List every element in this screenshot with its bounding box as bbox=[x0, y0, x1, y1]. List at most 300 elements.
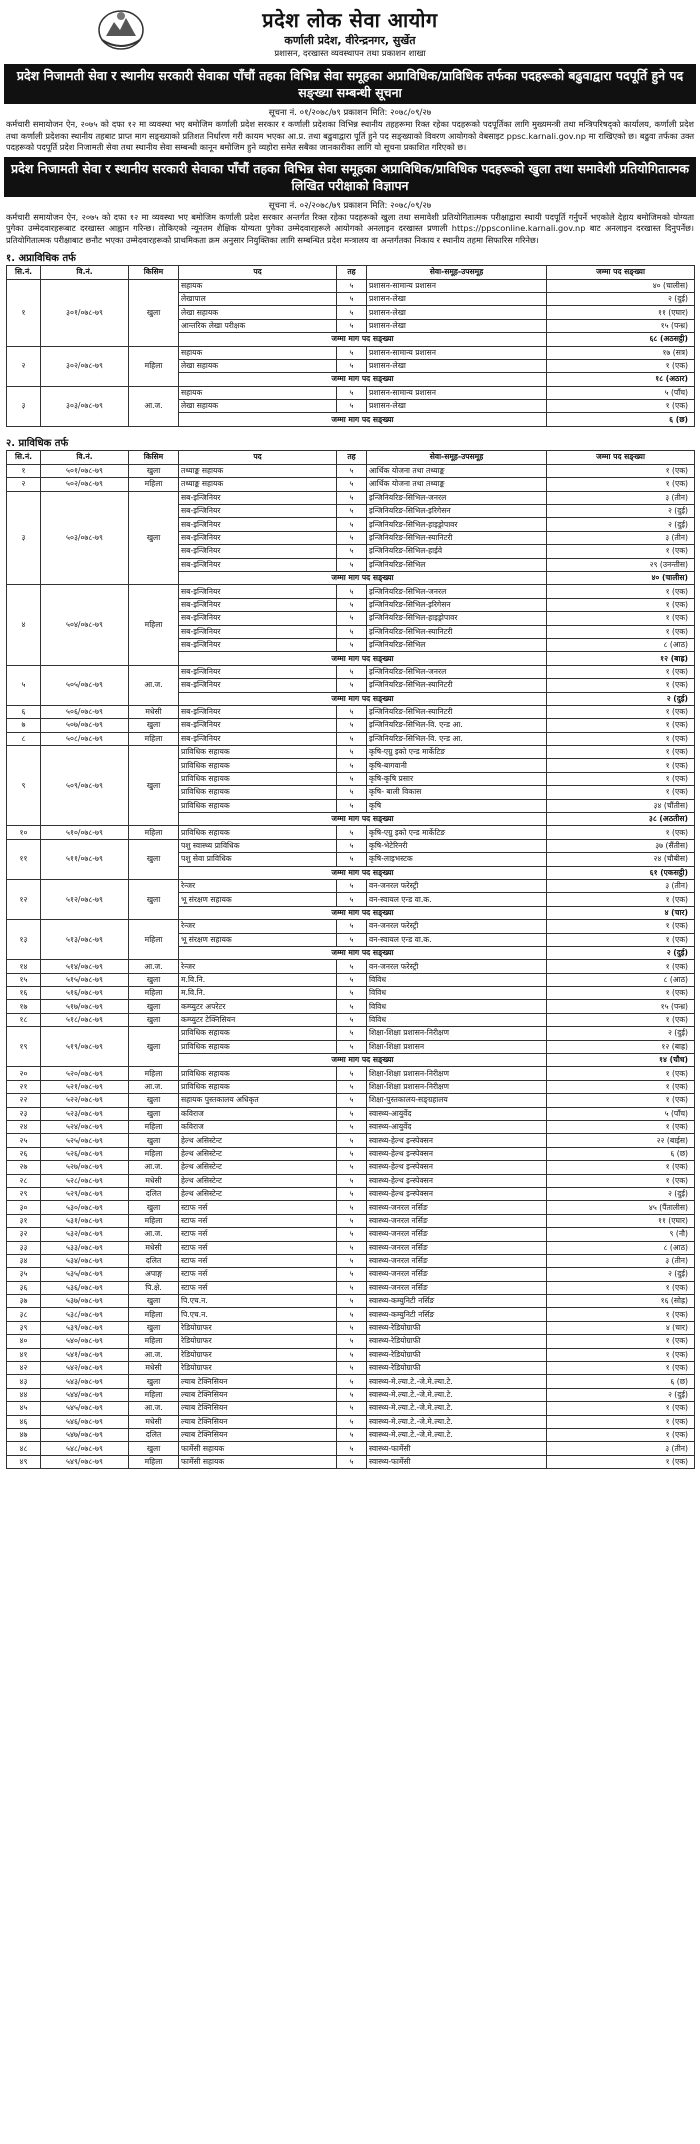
post-count-cell: २९ (उनन्तीस) bbox=[547, 558, 695, 571]
post-cell: रेडियोग्राफर bbox=[179, 1335, 337, 1348]
level-cell: ५ bbox=[337, 1214, 367, 1227]
serial-cell: ४३ bbox=[7, 1375, 41, 1388]
post-cell: प्राविधिक सहायक bbox=[179, 1067, 337, 1080]
post-count-cell: १ (एक) bbox=[547, 987, 695, 1000]
table-row bbox=[7, 464, 695, 477]
category-cell: आ.ज. bbox=[129, 1161, 179, 1174]
level-cell: ५ bbox=[337, 1107, 367, 1120]
level-cell: ५ bbox=[337, 638, 367, 651]
post-cell: रेन्जर bbox=[179, 879, 337, 892]
table-row bbox=[7, 1067, 695, 1080]
level-cell: ५ bbox=[337, 598, 367, 611]
ad-number-cell: ५४०/०७८-७९ bbox=[41, 1335, 129, 1348]
post-cell: रेडियोग्राफर bbox=[179, 1362, 337, 1375]
service-group-cell: विविध bbox=[367, 973, 547, 986]
level-cell: ५ bbox=[337, 1335, 367, 1348]
post-count-cell: ३ (तीन) bbox=[547, 879, 695, 892]
serial-cell: ४४ bbox=[7, 1388, 41, 1401]
serial-cell: ४१ bbox=[7, 1348, 41, 1361]
post-count-cell: ३७ (सैंतीस) bbox=[547, 839, 695, 852]
total-value: १२ (बाह्र) bbox=[547, 652, 695, 665]
post-count-cell: १ (एक) bbox=[547, 1455, 695, 1468]
service-group-cell: इन्जिनियरिङ-सिभिल-हाइड्रोपावर bbox=[367, 612, 547, 625]
notice1-number: सूचना नं. ०१/२०७८/७९ प्रकाशन मिति: २०७८/०९/२७ bbox=[268, 108, 432, 118]
post-count-cell: १ (एक) bbox=[547, 1281, 695, 1294]
serial-cell: १ bbox=[7, 279, 41, 346]
service-group-cell: स्वास्थ्य-हेल्थ इन्स्पेक्सन bbox=[367, 1134, 547, 1147]
post-count-cell: १ (एक) bbox=[547, 1121, 695, 1134]
post-cell: ल्याब टेक्निसियन bbox=[179, 1428, 337, 1441]
post-count-cell: १ (एक) bbox=[547, 585, 695, 598]
level-cell: ५ bbox=[337, 719, 367, 732]
level-cell: ५ bbox=[337, 279, 367, 292]
level-cell: ५ bbox=[337, 625, 367, 638]
category-cell: खुला bbox=[129, 746, 179, 826]
table-row bbox=[7, 1147, 695, 1160]
commission-address: कर्णाली प्रदेश, वीरेन्द्रनगर, सुर्खेत bbox=[284, 33, 416, 47]
post-cell: प्राविधिक सहायक bbox=[179, 759, 337, 772]
total-label: जम्मा माग पद सङ्ख्या bbox=[179, 333, 547, 346]
level-cell: ५ bbox=[337, 464, 367, 477]
government-emblem-icon bbox=[96, 6, 146, 52]
category-cell: खुला bbox=[129, 1107, 179, 1120]
post-count-cell: २ (दुई) bbox=[547, 1388, 695, 1401]
table-row bbox=[7, 1254, 695, 1267]
category-cell: महिला bbox=[129, 732, 179, 745]
post-count-cell: १ (एक) bbox=[547, 679, 695, 692]
level-cell: ५ bbox=[337, 478, 367, 491]
post-cell: प्राविधिक सहायक bbox=[179, 799, 337, 812]
post-count-cell: १६ (सोह्र) bbox=[547, 1295, 695, 1308]
ad-number-cell: ५२४/०७८-७९ bbox=[41, 1121, 129, 1134]
column-header: वि.नं. bbox=[41, 265, 129, 279]
service-group-cell: स्वास्थ्य-रेडियोग्राफी bbox=[367, 1348, 547, 1361]
category-cell: महिला bbox=[129, 478, 179, 491]
ad-number-cell: ५०१/०७८-७९ bbox=[41, 464, 129, 477]
ad-number-cell: ५१३/०७८-७९ bbox=[41, 920, 129, 960]
post-cell: स्टाफ नर्स bbox=[179, 1241, 337, 1254]
post-cell: प्राविधिक सहायक bbox=[179, 826, 337, 839]
category-cell: दलित bbox=[129, 1187, 179, 1200]
table-row bbox=[7, 1308, 695, 1321]
service-group-cell: कृषि-एग्रु इको एन्ड मार्केटिङ bbox=[367, 826, 547, 839]
serial-cell: १५ bbox=[7, 973, 41, 986]
table-row bbox=[7, 346, 695, 359]
column-header: सेवा-समूह-उपसमूह bbox=[367, 265, 547, 279]
category-cell: महिला bbox=[129, 346, 179, 386]
serial-cell: १९ bbox=[7, 1027, 41, 1067]
level-cell: ५ bbox=[337, 1027, 367, 1040]
post-count-cell: ३ (तीन) bbox=[547, 491, 695, 504]
ad-number-cell: ५३९/०७८-७९ bbox=[41, 1321, 129, 1334]
service-group-cell: वन-जनरल फरेस्ट्री bbox=[367, 920, 547, 933]
service-group-cell: स्वास्थ्य-फार्मेसी bbox=[367, 1455, 547, 1468]
post-cell: सब-इन्जिनियर bbox=[179, 719, 337, 732]
service-group-cell: शिक्षा-पुस्तकालय-सङ्ग्रहालय bbox=[367, 1094, 547, 1107]
level-cell: ५ bbox=[337, 1388, 367, 1401]
level-cell: ५ bbox=[337, 746, 367, 759]
total-value: १४ (चौध) bbox=[547, 1054, 695, 1067]
serial-cell: ३८ bbox=[7, 1308, 41, 1321]
column-header: किसिम bbox=[129, 265, 179, 279]
ad-number-cell: ५१४/०७८-७९ bbox=[41, 960, 129, 973]
category-cell: खुला bbox=[129, 1013, 179, 1026]
level-cell: ५ bbox=[337, 665, 367, 678]
table-row bbox=[7, 1388, 695, 1401]
ad-number-cell: ५०२/०७८-७९ bbox=[41, 478, 129, 491]
post-cell: प्राविधिक सहायक bbox=[179, 1080, 337, 1093]
service-group-cell: इन्जिनियरिङ-सिभिल-वि. एन्ड आ. bbox=[367, 719, 547, 732]
table-row bbox=[7, 665, 695, 678]
service-group-cell: कृषि-लाइभस्टक bbox=[367, 853, 547, 866]
service-group-cell: प्रशासन-सामान्य प्रशासन bbox=[367, 346, 547, 359]
ad-number-cell: ५४४/०७८-७९ bbox=[41, 1388, 129, 1401]
category-cell: महिला bbox=[129, 920, 179, 960]
total-value: ४ (चार) bbox=[547, 906, 695, 919]
total-label: जम्मा माग पद सङ्ख्या bbox=[179, 571, 547, 584]
column-header: किसिम bbox=[129, 450, 179, 464]
service-group-cell: स्वास्थ्य-फार्मेसी bbox=[367, 1442, 547, 1455]
table-row bbox=[7, 1455, 695, 1468]
level-cell: ५ bbox=[337, 879, 367, 892]
level-cell: ५ bbox=[337, 1442, 367, 1455]
level-cell: ५ bbox=[337, 839, 367, 852]
post-count-cell: १ (एक) bbox=[547, 1415, 695, 1428]
post-cell: लेखापाल bbox=[179, 292, 337, 305]
service-group-cell: स्वास्थ्य-मे.ल्या.टे.-जे.मे.ल्या.टे. bbox=[367, 1402, 547, 1415]
post-cell: सब-इन्जिनियर bbox=[179, 665, 337, 678]
category-cell: महिला bbox=[129, 1308, 179, 1321]
serial-cell: १६ bbox=[7, 987, 41, 1000]
service-group-cell: कृषि-कृषि प्रसार bbox=[367, 772, 547, 785]
serial-cell: २० bbox=[7, 1067, 41, 1080]
column-header: पद bbox=[179, 450, 337, 464]
total-value: २ (दुई) bbox=[547, 946, 695, 959]
level-cell: ५ bbox=[337, 1268, 367, 1281]
service-group-cell: स्वास्थ्य-जनरल नर्सिङ bbox=[367, 1228, 547, 1241]
ad-number-cell: ५३५/०७८-७९ bbox=[41, 1268, 129, 1281]
level-cell: ५ bbox=[337, 1241, 367, 1254]
post-count-cell: ३ (तीन) bbox=[547, 1442, 695, 1455]
ad-number-cell: ५४१/०७८-७९ bbox=[41, 1348, 129, 1361]
category-cell: मधेसी bbox=[129, 705, 179, 718]
category-cell: महिला bbox=[129, 585, 179, 665]
table-row bbox=[7, 1295, 695, 1308]
ad-number-cell: ३०२/०७८-७९ bbox=[41, 346, 129, 386]
level-cell: ५ bbox=[337, 1013, 367, 1026]
level-cell: ५ bbox=[337, 346, 367, 359]
commission-branch: प्रशासन, दरखास्त व्यवस्थापन तथा प्रकाशन शाखा bbox=[274, 48, 426, 59]
table-row bbox=[7, 585, 695, 598]
serial-cell: ३४ bbox=[7, 1254, 41, 1267]
level-cell: ५ bbox=[337, 306, 367, 319]
level-cell: ५ bbox=[337, 1187, 367, 1200]
post-cell: कविराज bbox=[179, 1121, 337, 1134]
table-row bbox=[7, 920, 695, 933]
level-cell: ५ bbox=[337, 1415, 367, 1428]
service-group-cell: इन्जिनियरिङ-सिभिल-जनरल bbox=[367, 665, 547, 678]
service-group-cell: वन-जनरल फरेस्ट्री bbox=[367, 960, 547, 973]
post-cell: रेडियोग्राफर bbox=[179, 1348, 337, 1361]
category-cell: आ.ज. bbox=[129, 1402, 179, 1415]
service-group-cell: स्वास्थ्य-मे.ल्या.टे.-जे.मे.ल्या.टे. bbox=[367, 1388, 547, 1401]
table-row bbox=[7, 1174, 695, 1187]
post-cell: पशु स्वास्थ्य प्राविधिक bbox=[179, 839, 337, 852]
category-cell: मधेसी bbox=[129, 1241, 179, 1254]
ad-number-cell: ५३६/०७८-७९ bbox=[41, 1281, 129, 1294]
post-count-cell: १ (एक) bbox=[547, 719, 695, 732]
category-cell: खुला bbox=[129, 1134, 179, 1147]
service-group-cell: स्वास्थ्य-जनरल नर्सिङ bbox=[367, 1254, 547, 1267]
post-count-cell: १ (एक) bbox=[547, 746, 695, 759]
category-cell: खुला bbox=[129, 719, 179, 732]
post-count-cell: ११ (एघार) bbox=[547, 1214, 695, 1227]
post-count-cell: ३४ (चौंतीस) bbox=[547, 799, 695, 812]
ad-number-cell: ५४८/०७८-७९ bbox=[41, 1442, 129, 1455]
service-group-cell: वन-जनरल फरेस्ट्री bbox=[367, 879, 547, 892]
table-row bbox=[7, 719, 695, 732]
table-row bbox=[7, 839, 695, 852]
post-cell: सहायक bbox=[179, 386, 337, 399]
category-cell: खुला bbox=[129, 1295, 179, 1308]
category-cell: आ.ज. bbox=[129, 386, 179, 426]
post-cell: लेखा सहायक bbox=[179, 359, 337, 372]
post-count-cell: १ (एक) bbox=[547, 625, 695, 638]
category-cell: खुला bbox=[129, 279, 179, 346]
post-cell: सब-इन्जिनियर bbox=[179, 518, 337, 531]
ad-number-cell: ५२१/०७८-७९ bbox=[41, 1080, 129, 1093]
post-cell: आन्तरिक लेखा परीक्षक bbox=[179, 319, 337, 332]
level-cell: ५ bbox=[337, 319, 367, 332]
category-cell: महिला bbox=[129, 1214, 179, 1227]
level-cell: ५ bbox=[337, 1308, 367, 1321]
level-cell: ५ bbox=[337, 772, 367, 785]
ad-number-cell: ५१५/०७८-७९ bbox=[41, 973, 129, 986]
post-cell: लेखा सहायक bbox=[179, 306, 337, 319]
service-group-cell: प्रशासन-लेखा bbox=[367, 400, 547, 413]
level-cell: ५ bbox=[337, 292, 367, 305]
post-count-cell: १७ (सत्र) bbox=[547, 346, 695, 359]
post-cell: प्राविधिक सहायक bbox=[179, 1040, 337, 1053]
service-group-cell: शिक्षा-शिक्षा प्रशासन-निरीक्षण bbox=[367, 1027, 547, 1040]
ad-number-cell: ५२६/०७८-७९ bbox=[41, 1147, 129, 1160]
serial-cell: २२ bbox=[7, 1094, 41, 1107]
level-cell: ५ bbox=[337, 960, 367, 973]
level-cell: ५ bbox=[337, 786, 367, 799]
post-cell: स्टाफ नर्स bbox=[179, 1214, 337, 1227]
total-label: जम्मा माग पद सङ्ख्या bbox=[179, 1054, 547, 1067]
table-row bbox=[7, 1080, 695, 1093]
post-count-cell: १ (एक) bbox=[547, 478, 695, 491]
table-row bbox=[7, 1268, 695, 1281]
post-count-cell: १ (एक) bbox=[547, 1348, 695, 1361]
post-count-cell: १ (एक) bbox=[547, 759, 695, 772]
post-count-cell: १ (एक) bbox=[547, 1335, 695, 1348]
post-cell: हेल्थ असिस्टेन्ट bbox=[179, 1161, 337, 1174]
ad-number-cell: ५०५/०७८-७९ bbox=[41, 665, 129, 705]
post-count-cell: १ (एक) bbox=[547, 772, 695, 785]
ad-number-cell: ५१७/०७८-७९ bbox=[41, 1000, 129, 1013]
post-count-cell: १ (एक) bbox=[547, 933, 695, 946]
service-group-cell: इन्जिनियरिङ-सिभिल-इरिगेसन bbox=[367, 505, 547, 518]
level-cell: ५ bbox=[337, 1080, 367, 1093]
column-header: सेवा-समूह-उपसमूह bbox=[367, 450, 547, 464]
level-cell: ५ bbox=[337, 612, 367, 625]
serial-cell: ४५ bbox=[7, 1402, 41, 1415]
post-count-cell: ६ (छ) bbox=[547, 1147, 695, 1160]
service-group-cell: स्वास्थ्य-हेल्थ इन्स्पेक्सन bbox=[367, 1174, 547, 1187]
serial-cell: ४ bbox=[7, 585, 41, 665]
table-row bbox=[7, 491, 695, 504]
serial-cell: ४२ bbox=[7, 1362, 41, 1375]
service-group-cell: प्रशासन-सामान्य प्रशासन bbox=[367, 279, 547, 292]
ad-number-cell: ५४५/०७८-७९ bbox=[41, 1402, 129, 1415]
serial-cell: ३ bbox=[7, 491, 41, 585]
category-cell: आ.ज. bbox=[129, 960, 179, 973]
service-group-cell: इन्जिनियरिङ-सिभिल bbox=[367, 558, 547, 571]
category-cell: खुला bbox=[129, 1442, 179, 1455]
table-row bbox=[7, 1442, 695, 1455]
post-cell: प्राविधिक सहायक bbox=[179, 1027, 337, 1040]
post-cell: रेन्जर bbox=[179, 960, 337, 973]
post-count-cell: १५ (पन्ध्र) bbox=[547, 1000, 695, 1013]
serial-cell: ८ bbox=[7, 732, 41, 745]
post-count-cell: १ (एक) bbox=[547, 920, 695, 933]
table-row bbox=[7, 987, 695, 1000]
table-row bbox=[7, 879, 695, 892]
serial-cell: १३ bbox=[7, 920, 41, 960]
post-cell: तथ्याङ्क सहायक bbox=[179, 464, 337, 477]
post-count-cell: ८ (आठ) bbox=[547, 1241, 695, 1254]
level-cell: ५ bbox=[337, 505, 367, 518]
post-cell: स्टाफ नर्स bbox=[179, 1268, 337, 1281]
category-cell: महिला bbox=[129, 1335, 179, 1348]
ad-number-cell: ५४३/०७८-७९ bbox=[41, 1375, 129, 1388]
level-cell: ५ bbox=[337, 1362, 367, 1375]
serial-cell: ३५ bbox=[7, 1268, 41, 1281]
post-cell: म.वि.नि. bbox=[179, 987, 337, 1000]
ad-number-cell: ५३४/०७८-७९ bbox=[41, 1254, 129, 1267]
service-group-cell: स्वास्थ्य-कम्युनिटी नर्सिङ bbox=[367, 1308, 547, 1321]
total-value: ६१ (एकसट्ठी) bbox=[547, 866, 695, 879]
post-count-cell: १ (एक) bbox=[547, 665, 695, 678]
table-row bbox=[7, 1228, 695, 1241]
serial-cell: २ bbox=[7, 478, 41, 491]
ad-number-cell: ५२९/०७८-७९ bbox=[41, 1187, 129, 1200]
serial-cell: ३० bbox=[7, 1201, 41, 1214]
ad-number-cell: ५४२/०७८-७९ bbox=[41, 1362, 129, 1375]
post-cell: ल्याब टेक्निसियन bbox=[179, 1415, 337, 1428]
post-count-cell: २ (दुई) bbox=[547, 292, 695, 305]
serial-cell: ९ bbox=[7, 746, 41, 826]
notice1-text: कर्मचारी समायोजन ऐन, २०७५ को दफा १२ मा व्यवस्था भए बमोजिम कर्णाली प्रदेश सरकार र कर्णाली प्रदेशका विभिन्न स्थानीय तहहरूमा रिक्त रहेका पदहरूको पदपूर्तिका लागि मुख्यमन्त्री तथा मन्त्रिपरिषद्को कार्यालय, कर्णाली प्रदेश तथा कर्णाली प्रदेशका स्थानीय तहबाट प्राप्त माग सङ्ख्याको प्रतिशत निर्धारण गरी कायम भएका आ.प्र. तथा बढुवाद्वारा पूर्ति हुने पद सङ्ख्याको विवरण आयोगको वेबसाइट ppsc.karnali.gov.np मा राखिएको छ। बढुवा तर्फका उक्त पदहरूको पदपूर्ति प्रदेश निजामती सेवा तथा स्थानीय सेवा सम्बन्धी कानून बमोजिम हुने व्यहोरा समेत सबैका जानकारीका लागि यो सूचना प्रकाशित गरिएको छ। bbox=[6, 119, 694, 153]
level-cell: ५ bbox=[337, 1375, 367, 1388]
post-cell: पशु सेवा प्राविधिक bbox=[179, 853, 337, 866]
level-cell: ५ bbox=[337, 1428, 367, 1441]
post-cell: प्राविधिक सहायक bbox=[179, 772, 337, 785]
post-count-cell: १ (एक) bbox=[547, 1362, 695, 1375]
post-count-cell: १५ (पन्ध्र) bbox=[547, 319, 695, 332]
post-cell: ल्याब टेक्निसियन bbox=[179, 1402, 337, 1415]
category-cell: खुला bbox=[129, 1375, 179, 1388]
post-count-cell: १ (एक) bbox=[547, 826, 695, 839]
total-label: जम्मा माग पद सङ्ख्या bbox=[179, 866, 547, 879]
category-cell: मधेसी bbox=[129, 1362, 179, 1375]
post-cell: कविराज bbox=[179, 1107, 337, 1120]
post-cell: सब-इन्जिनियर bbox=[179, 585, 337, 598]
category-cell: मधेसी bbox=[129, 1415, 179, 1428]
service-group-cell: कृषि-एग्रु इको एन्ड मार्केटिङ bbox=[367, 746, 547, 759]
post-count-cell: १ (एक) bbox=[547, 1402, 695, 1415]
post-cell: सब-इन्जिनियर bbox=[179, 558, 337, 571]
post-count-cell: २ (दुई) bbox=[547, 518, 695, 531]
level-cell: ५ bbox=[337, 1254, 367, 1267]
serial-cell: १४ bbox=[7, 960, 41, 973]
total-value: १८ (अठार) bbox=[547, 373, 695, 386]
section1-table bbox=[6, 265, 695, 427]
serial-cell: ४६ bbox=[7, 1415, 41, 1428]
ad-number-cell: ५३३/०७८-७९ bbox=[41, 1241, 129, 1254]
service-group-cell: वन-स्वायल एन्ड वा.क. bbox=[367, 933, 547, 946]
service-group-cell: स्वास्थ्य-मे.ल्या.टे.-जे.मे.ल्या.टे. bbox=[367, 1375, 547, 1388]
post-count-cell: ४ (चार) bbox=[547, 1321, 695, 1334]
notice2-banner: प्रदेश निजामती सेवा र स्थानीय सरकारी सेवाका पाँचौं तहका विभिन्न सेवा समूहका अप्राविधिक/प्राविधिक पदहरूको खुला तथा समावेशी प्रतियोगितात्मक लिखित परीक्षाको विज्ञापन bbox=[4, 157, 696, 197]
service-group-cell: इन्जिनियरिङ-सिभिल-हाइड्रोपावर bbox=[367, 518, 547, 531]
table-row bbox=[7, 478, 695, 491]
category-cell: मधेसी bbox=[129, 1174, 179, 1187]
table-row bbox=[7, 1094, 695, 1107]
service-group-cell: स्वास्थ्य-हेल्थ इन्स्पेक्सन bbox=[367, 1161, 547, 1174]
post-count-cell: १ (एक) bbox=[547, 1094, 695, 1107]
service-group-cell: शिक्षा-शिक्षा प्रशासन-निरीक्षण bbox=[367, 1067, 547, 1080]
total-label: जम्मा माग पद सङ्ख्या bbox=[179, 906, 547, 919]
post-count-cell: १२ (बाह्र) bbox=[547, 1040, 695, 1053]
category-cell: खुला bbox=[129, 1000, 179, 1013]
serial-cell: २१ bbox=[7, 1080, 41, 1093]
service-group-cell: इन्जिनियरिङ-सिभिल-जनरल bbox=[367, 585, 547, 598]
serial-cell: ३१ bbox=[7, 1214, 41, 1227]
post-count-cell: ३ (तीन) bbox=[547, 531, 695, 544]
column-header: सि.नं. bbox=[7, 265, 41, 279]
service-group-cell: स्वास्थ्य-जनरल नर्सिङ bbox=[367, 1214, 547, 1227]
ad-number-cell: ५११/०७८-७९ bbox=[41, 839, 129, 879]
post-cell: ल्याब टेक्निसियन bbox=[179, 1375, 337, 1388]
category-cell: खुला bbox=[129, 1201, 179, 1214]
service-group-cell: स्वास्थ्य-हेल्थ इन्स्पेक्सन bbox=[367, 1187, 547, 1200]
ad-number-cell: ५०४/०७८-७९ bbox=[41, 585, 129, 665]
ad-number-cell: ५३७/०७८-७९ bbox=[41, 1295, 129, 1308]
level-cell: ५ bbox=[337, 679, 367, 692]
category-cell: खुला bbox=[129, 973, 179, 986]
table-row bbox=[7, 960, 695, 973]
table-row bbox=[7, 746, 695, 759]
post-count-cell: २ (दुई) bbox=[547, 1027, 695, 1040]
post-cell: कम्प्युटर अपरेटर bbox=[179, 1000, 337, 1013]
serial-cell: ७ bbox=[7, 719, 41, 732]
category-cell: महिला bbox=[129, 826, 179, 839]
level-cell: ५ bbox=[337, 1174, 367, 1187]
total-label: जम्मा माग पद सङ्ख्या bbox=[179, 946, 547, 959]
table-row bbox=[7, 732, 695, 745]
level-cell: ५ bbox=[337, 1402, 367, 1415]
table-row bbox=[7, 973, 695, 986]
level-cell: ५ bbox=[337, 1201, 367, 1214]
service-group-cell: इन्जिनियरिङ-सिभिल bbox=[367, 638, 547, 651]
post-cell: सब-इन्जिनियर bbox=[179, 531, 337, 544]
ad-number-cell: ५१६/०७८-७९ bbox=[41, 987, 129, 1000]
level-cell: ५ bbox=[337, 531, 367, 544]
level-cell: ५ bbox=[337, 732, 367, 745]
